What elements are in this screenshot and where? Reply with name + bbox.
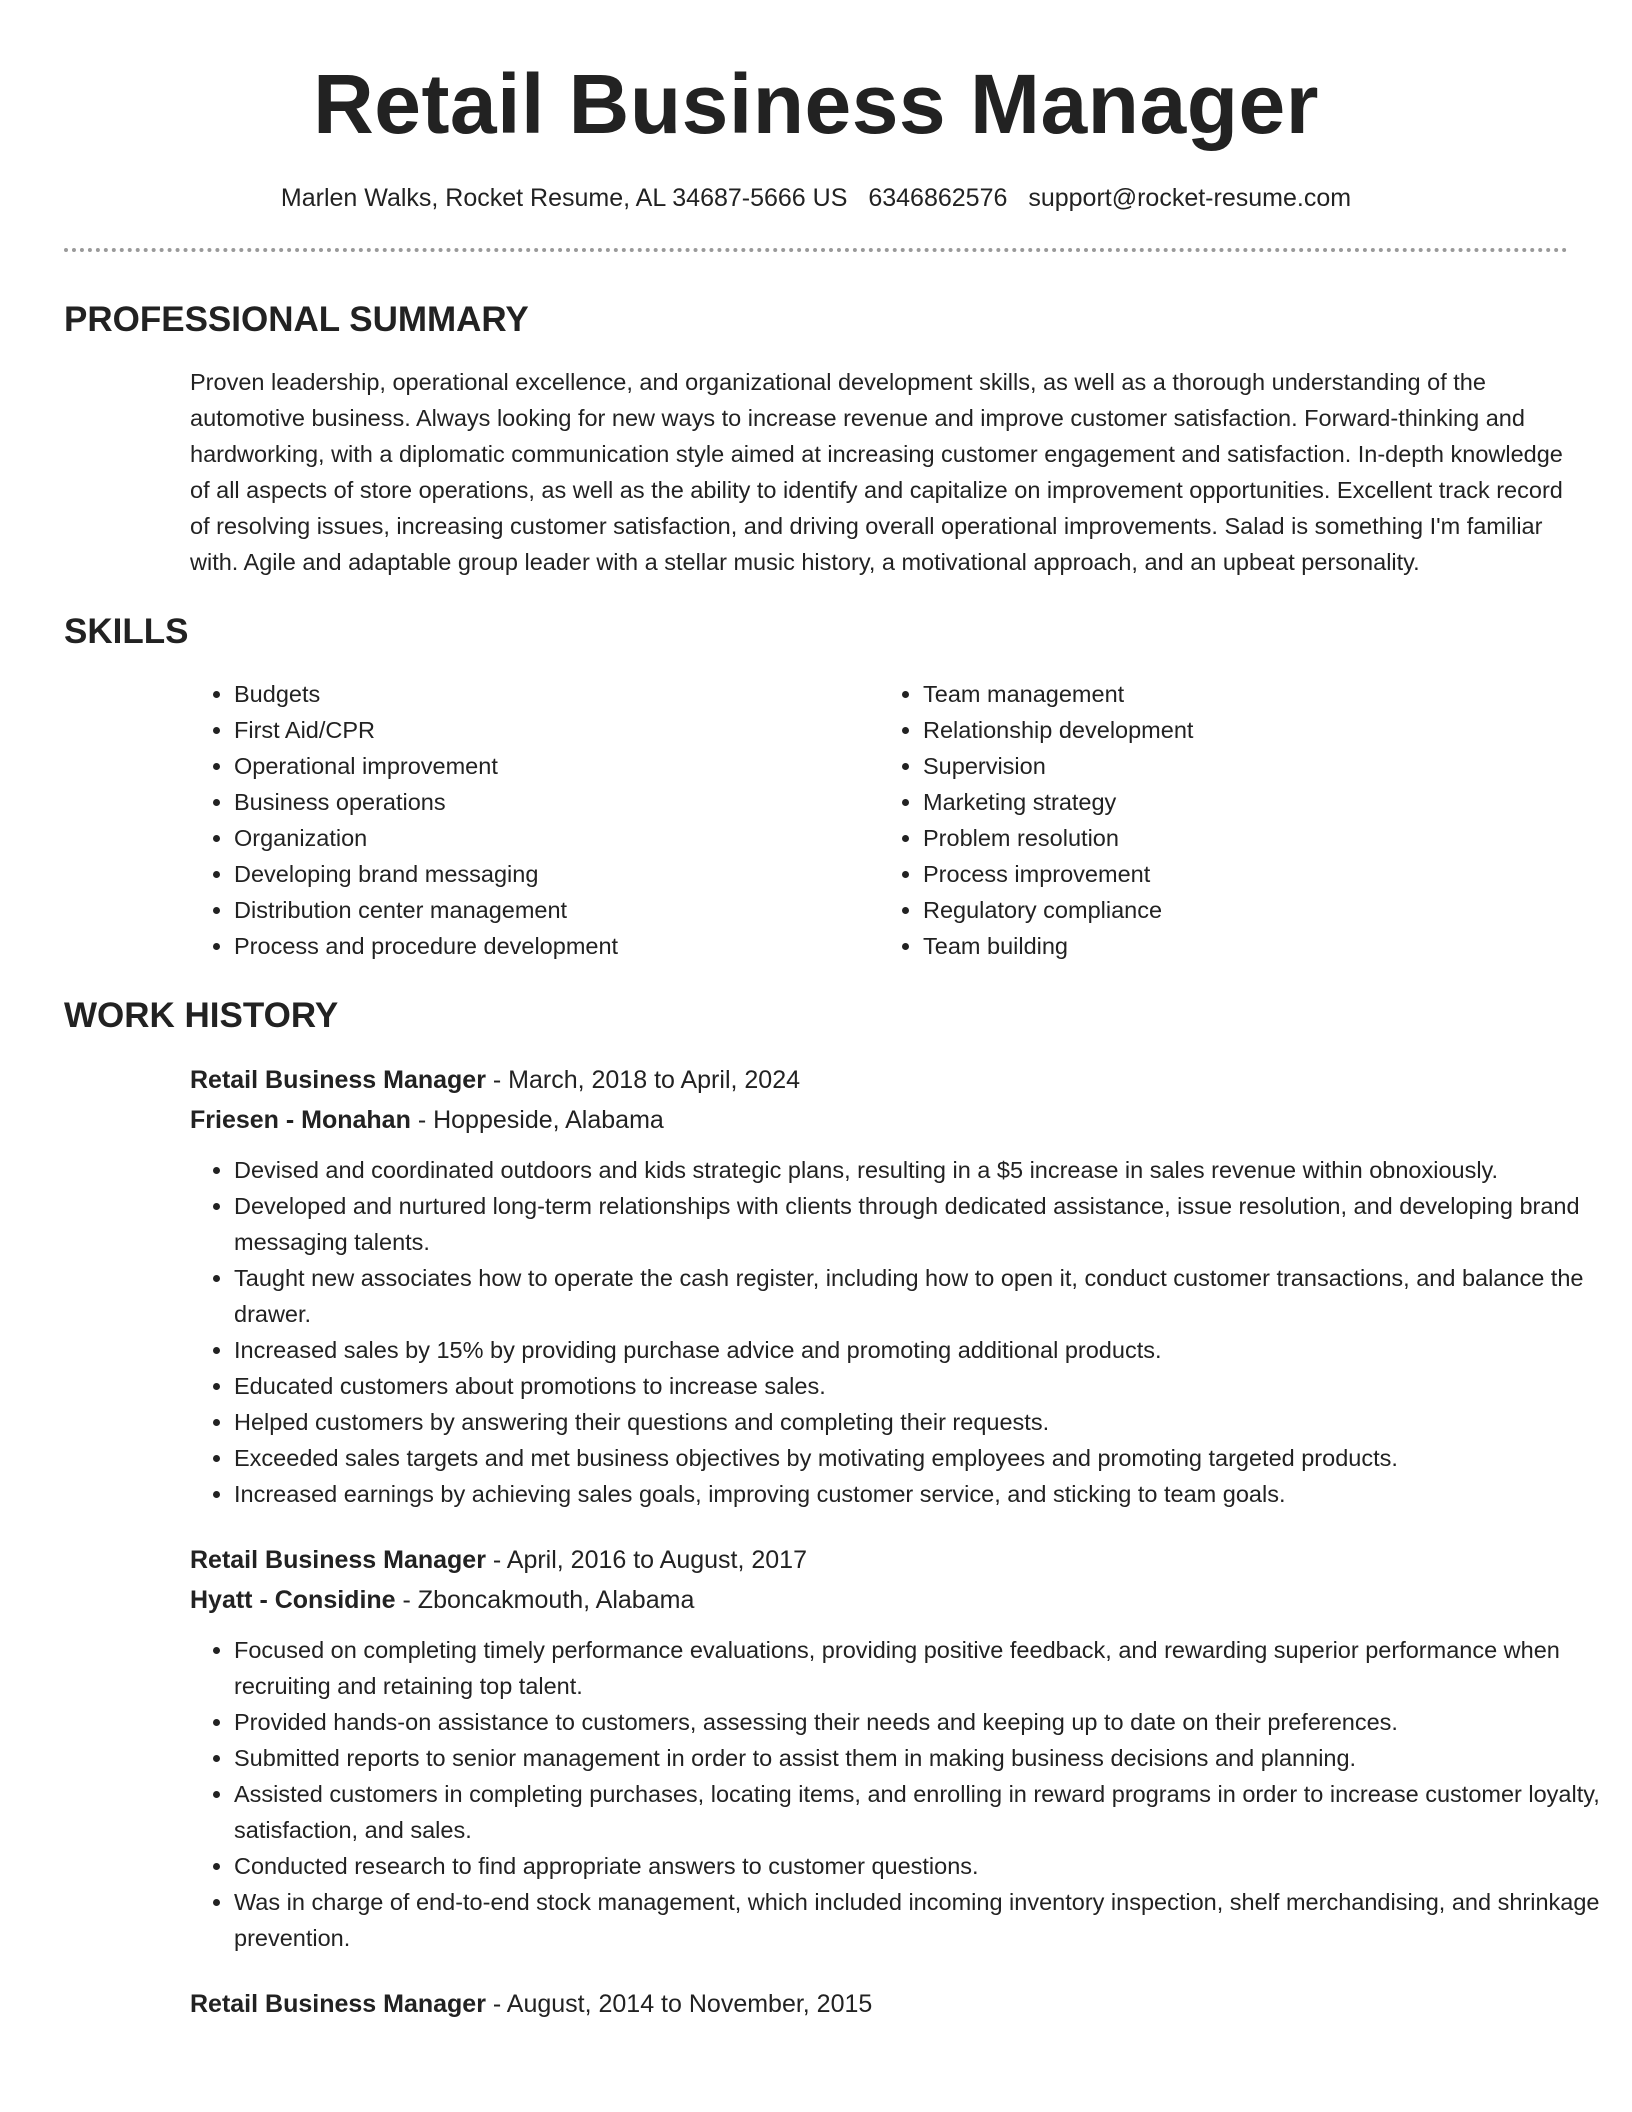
skills-column-right	[879, 676, 1568, 964]
job-bullet: • Increased earnings by achieving sales goals, improving customer service, and sticking to team goals.	[234, 1476, 1624, 1512]
job-bullet: • Was in charge of end-to-end stock management, which included incoming inventory inspection, shelf merchandising, and shrinkage prevention.	[234, 1884, 1624, 1956]
job-company-line	[190, 1100, 1568, 1140]
job-title: Retail Business Manager	[190, 1990, 486, 2018]
skill-item: • Distribution center management	[234, 892, 879, 928]
skill-item: • Process and procedure development	[234, 928, 879, 964]
job-bullet: • Devised and coordinated outdoors and kids strategic plans, resulting in a $5 increase in sales revenue within obnoxiously.	[234, 1152, 1624, 1188]
skill-item: • First Aid/CPR	[234, 712, 879, 748]
job-title-line	[190, 1060, 1568, 1100]
job-title: Retail Business Manager	[190, 1546, 486, 1574]
job-dates: - March, 2018 to April, 2024	[485, 1066, 800, 1094]
skill-item: • Process improvement	[923, 856, 1568, 892]
skill-item: • Team building	[923, 928, 1568, 964]
job-bullets	[190, 1152, 1624, 1512]
summary-heading: PROFESSIONAL SUMMARY	[64, 300, 529, 339]
summary-text: Proven leadership, operational excellence, and organizational development skills, as well as a thorough understanding of the automotive business. Always looking for new ways to increase revenue and improve customer satisfaction. Forward-thinking and hardworking, with a diplomatic communication style aimed at increasing customer engagement and satisfaction. In-depth knowledge of all aspects of store operations, as well as the ability to identify and capitalize on improvement opportunities. Excellent track record of resolving issues, increasing customer satisfaction, and driving overall operational improvements. Salad is something I'm familiar with. Agile and adaptable group leader with a stellar music history, a motivational approach, and an upbeat personality.	[190, 369, 1563, 575]
job-company-line	[190, 1580, 1568, 1620]
job-dates: - April, 2016 to August, 2017	[485, 1546, 807, 1574]
skills-heading: SKILLS	[64, 612, 189, 651]
job-dates: - August, 2014 to November, 2015	[485, 1990, 873, 2018]
header-divider	[64, 248, 1568, 252]
job-company: Hyatt - Considine	[190, 1586, 396, 1614]
job-bullet: • Provided hands-on assistance to customers, assessing their needs and keeping up to date on their preferences.	[234, 1704, 1624, 1740]
contact-address: Marlen Walks, Rocket Resume, AL 34687-5666 US	[280, 184, 848, 212]
job-entry	[190, 1984, 1568, 2024]
skill-item: • Organization	[234, 820, 879, 856]
job-bullet: • Focused on completing timely performance evaluations, providing positive feedback, and rewarding superior performance when recruiting and retaining top talent.	[234, 1632, 1624, 1704]
job-bullet: • Taught new associates how to operate the cash register, including how to open it, conduct customer transactions, and balance the drawer.	[234, 1260, 1624, 1332]
job-bullets	[190, 1632, 1624, 1956]
job-bullet: • Assisted customers in completing purchases, locating items, and enrolling in reward programs in order to increase customer loyalty, satisfaction, and sales.	[234, 1776, 1624, 1848]
job-title-line	[190, 1984, 1568, 2024]
job-bullet: • Exceeded sales targets and met business objectives by motivating employees and promoting targeted products.	[234, 1440, 1624, 1476]
skill-item: • Regulatory compliance	[923, 892, 1568, 928]
contact-line	[64, 182, 1568, 214]
skills-column-left	[190, 676, 879, 964]
job-location: - Hoppeside, Alabama	[410, 1106, 664, 1134]
skill-item: • Supervision	[923, 748, 1568, 784]
contact-email: support@rocket-resume.com	[1028, 184, 1352, 212]
skill-item: • Problem resolution	[923, 820, 1568, 856]
job-bullet: • Submitted reports to senior management in order to assist them in making business decisions and planning.	[234, 1740, 1624, 1776]
skill-item: • Team management	[923, 676, 1568, 712]
job-bullet: • Developed and nurtured long-term relationships with clients through dedicated assistance, issue resolution, and developing brand messaging talents.	[234, 1188, 1624, 1260]
skill-item: • Operational improvement	[234, 748, 879, 784]
job-bullet: • Increased sales by 15% by providing purchase advice and promoting additional products.	[234, 1332, 1624, 1368]
job-location: - Zboncakmouth, Alabama	[395, 1586, 695, 1614]
job-bullet: • Conducted research to find appropriate answers to customer questions.	[234, 1848, 1624, 1884]
skill-item: • Marketing strategy	[923, 784, 1568, 820]
job-entry	[190, 1060, 1584, 1512]
job-bullet: • Educated customers about promotions to increase sales.	[234, 1368, 1624, 1404]
work-history-heading: WORK HISTORY	[64, 996, 339, 1035]
job-title-line	[190, 1540, 1568, 1580]
job-entry	[190, 1540, 1600, 1956]
job-bullet: • Helped customers by answering their questions and completing their requests.	[234, 1404, 1624, 1440]
skill-item: • Budgets	[234, 676, 879, 712]
resume-name: Retail Business Manager	[313, 57, 1319, 151]
job-company: Friesen - Monahan	[190, 1106, 411, 1134]
contact-phone: 6346862576	[868, 184, 1008, 212]
job-title: Retail Business Manager	[190, 1066, 486, 1094]
skill-item: • Relationship development	[923, 712, 1568, 748]
skill-item: • Developing brand messaging	[234, 856, 879, 892]
skills-list	[190, 676, 1568, 964]
skill-item: • Business operations	[234, 784, 879, 820]
